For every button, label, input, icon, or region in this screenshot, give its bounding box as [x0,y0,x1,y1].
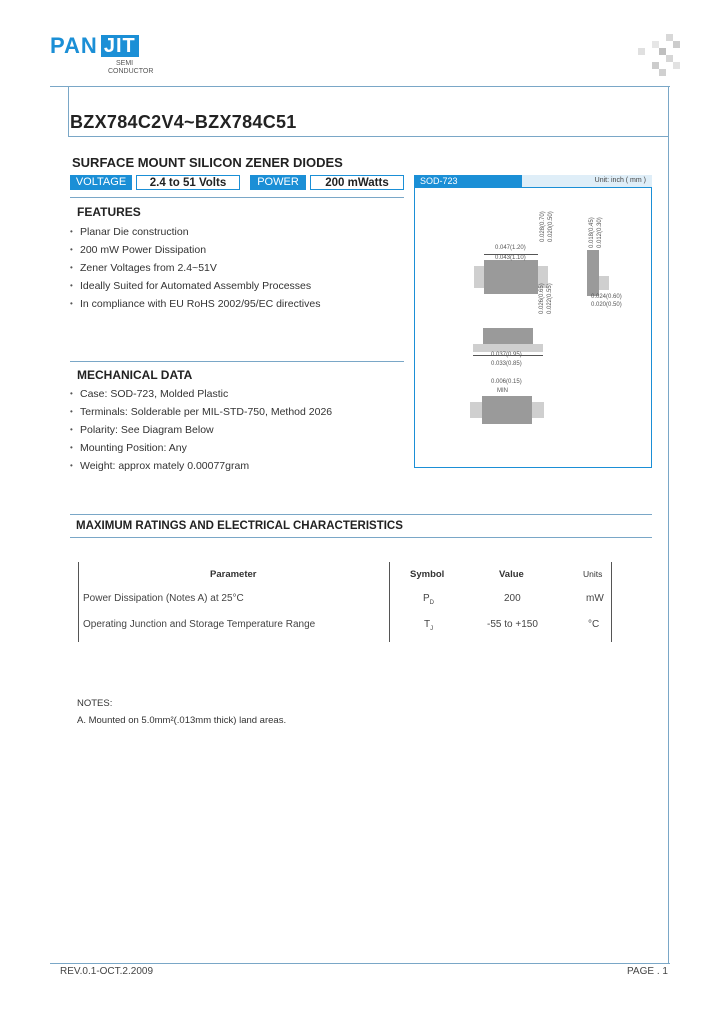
footer-page: PAGE . 1 [627,966,668,977]
voltage-label: VOLTAGE [70,175,132,190]
table-header-symbol: Symbol [410,569,445,580]
mechanical-rule [70,361,404,362]
part-number-title: BZX784C2V4~BZX784C51 [70,112,297,132]
features-list [70,223,320,313]
bottom-view-body [482,396,532,424]
row2-symbol-sub: J [430,626,434,632]
row2-parameter: Operating Junction and Storage Temperature Range [83,619,316,630]
footer-rule [50,963,670,964]
dim-label-6b: MIN [497,388,508,394]
list-item: • 200 mW Power Dissipation [70,241,320,259]
dim-label-5a: 0.026(0.65) [539,283,545,314]
dim-label-3b: 0.012(0.30) [597,217,603,248]
ratings-table [78,562,612,642]
dim-label-2b: 0.020(0.50) [548,211,554,242]
row1-value: 200 [504,593,521,604]
dim-label-3a: 0.018(0.45) [589,217,595,248]
top-view-lead-left [474,266,484,288]
dim-label-7a: 0.024(0.60) [591,294,622,300]
row1-parameter: Power Dissipation (Notes A) at 25°C [83,593,244,604]
ratings-top-rule [70,514,652,515]
side-view-body [587,250,599,296]
table-divider [389,562,390,642]
list-item: • Terminals: Solderable per MIL-STD-750, Method 2026 [70,403,332,421]
row1-symbol-main: P [423,593,430,604]
list-item: • Planar Die construction [70,223,320,241]
row2-value: -55 to +150 [487,619,538,630]
list-item: • Weight: approx mately 0.00077gram [70,457,332,475]
front-view-base [473,344,543,352]
dim-label-5b: 0.022(0.55) [547,283,553,314]
right-margin-line [668,86,669,964]
logo-jit-text: JIT [101,35,139,57]
company-logo [50,34,139,58]
features-rule [70,197,404,198]
dim-label-6a: 0.006(0.15) [491,379,522,385]
table-header-parameter: Parameter [210,569,257,580]
bottom-view-lead-right [532,402,544,418]
side-view-lead [599,276,609,290]
list-item: • Mounting Position: Any [70,439,332,457]
dim-label-4b: 0.033(0.85) [491,361,522,367]
row1-units: mW [586,593,604,604]
dim-label-4a: 0.037(0.95) [491,352,522,358]
package-drawing [414,187,652,468]
front-view-body [483,328,533,344]
logo-subtitle [108,60,153,76]
dim-label-2a: 0.028(0.70) [540,211,546,242]
notes-title: NOTES: [77,698,113,709]
package-name: SOD-723 [414,175,522,187]
logo-sub-line1: SEMI [116,60,134,67]
row1-symbol [423,593,434,606]
table-header-value: Value [499,569,524,580]
row1-symbol-sub: D [429,600,435,606]
notes-text: A. Mounted on 5.0mm²(.013mm thick) land areas. [77,715,287,726]
list-item: • Zener Voltages from 2.4~51V [70,259,320,277]
notes-block [77,698,286,726]
ratings-bottom-rule [70,537,652,538]
logo-pan-text: PAN [50,33,98,58]
part-title-underline [68,136,668,137]
row2-symbol-main: T [424,619,431,630]
mechanical-title: MECHANICAL DATA [77,368,193,382]
list-item: • Case: SOD-723, Molded Plastic [70,385,332,403]
decorative-squares-icon [638,34,680,76]
mechanical-list [70,385,332,475]
list-item: • Ideally Suited for Automated Assembly Processes [70,277,320,295]
features-title: FEATURES [77,205,141,219]
header-rule [50,86,670,87]
logo-sub-line2: CONDUCTOR [108,68,154,75]
dim-label-7b: 0.020(0.50) [591,302,622,308]
power-label: POWER [250,175,306,190]
dim-label-1b: 0.043(1.10) [495,255,526,261]
package-header [414,175,652,187]
package-unit: Unit: inch ( mm ) [522,175,652,187]
power-value: 200 mWatts [310,175,404,190]
list-item: • In compliance with EU RoHS 2002/95/EC directives [70,295,320,313]
ratings-title: MAXIMUM RATINGS AND ELECTRICAL CHARACTERISTICS [76,520,403,532]
table-header-units: Units [583,569,603,579]
row2-symbol [424,619,433,632]
left-margin-line [68,86,69,136]
product-subtitle: SURFACE MOUNT SILICON ZENER DIODES [72,155,343,170]
dim-label-1a: 0.047(1.20) [495,245,526,251]
table-left-border [78,562,79,642]
top-view-body [484,260,538,294]
footer-revision: REV.0.1-OCT.2.2009 [60,966,154,977]
voltage-value: 2.4 to 51 Volts [136,175,240,190]
table-right-border [611,562,612,642]
bottom-view-lead-left [470,402,482,418]
row2-units: °C [588,619,600,630]
list-item: • Polarity: See Diagram Below [70,421,332,439]
